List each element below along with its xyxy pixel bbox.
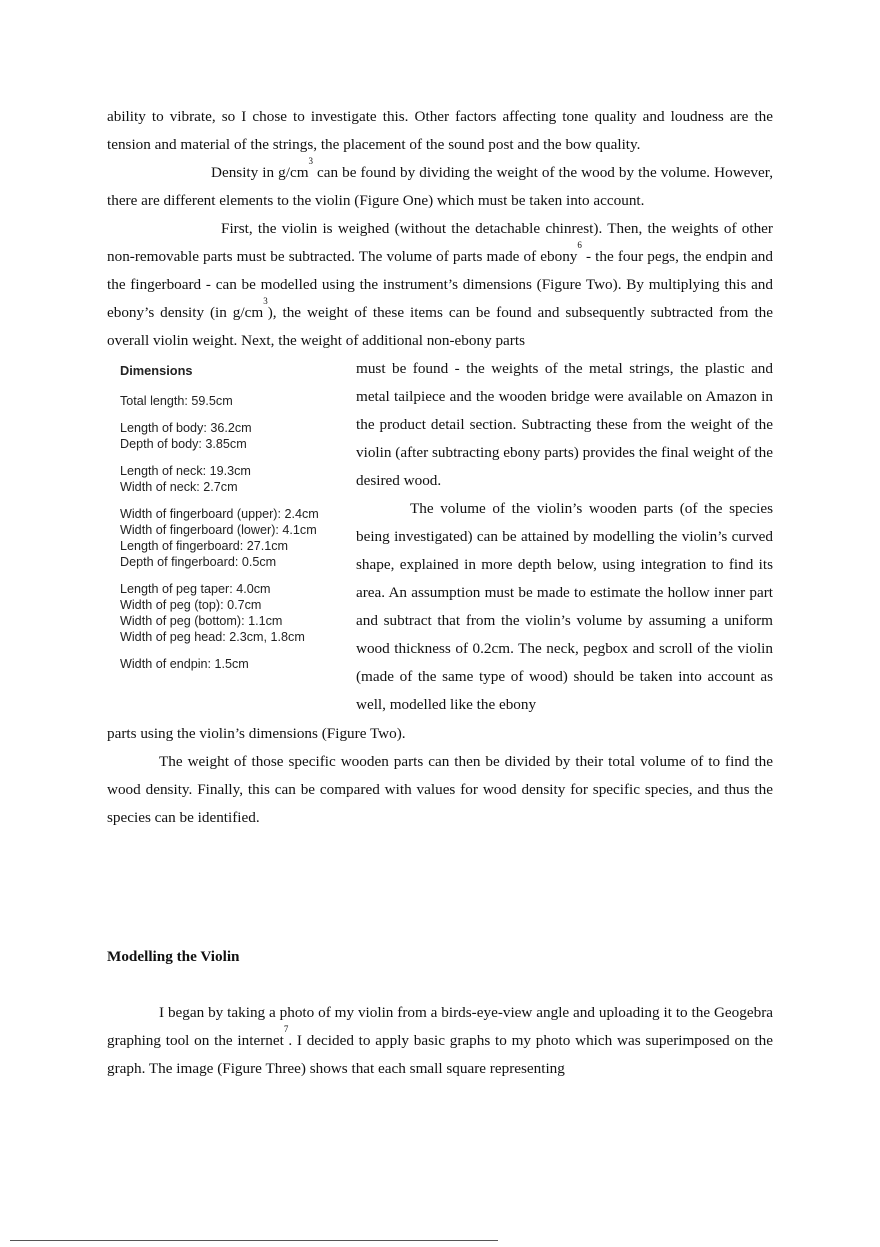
- dimensions-group-peg: [120, 581, 345, 645]
- paragraph-non-ebony-parts: must be found - the weights of the metal strings, the plastic and metal tailpiece and the wooden bridge were available on Amazon in the product detail section. Subtracting these from the weight of the violin (after subtracting ebony parts) provides the final weight of the desired wood.: [356, 360, 773, 489]
- dimension-fingerboard-upper: Width of fingerboard (upper): 2.4cm: [120, 507, 319, 521]
- paragraph-weighing: First, the violin is weighed (without the detachable chinrest). Then, the weights of other non-removable parts must be subtracted. The volume of parts made of ebony$^6$ - the four pegs, the endpin and the fingerboard - can be modelled using the instrument’s dimensions (Figure Two). By multiplying this and ebony’s density (in $g/cm^3$), the weight of these items can be found and subsequently subtracted from the overall violin weight. Next, the weight of additional non-ebony parts: [107, 220, 773, 349]
- dimension-peg-head: Width of peg head: 2.3cm, 1.8cm: [120, 630, 305, 644]
- paragraph-volume-modelling-end: parts using the violin’s dimensions (Figure Two).: [107, 725, 406, 742]
- dimension-peg-bottom: Width of peg (bottom): 1.1cm: [120, 614, 283, 628]
- paragraph-density: Density in $g/cm^3$ can be found by dividing the weight of the wood by the volume. However, there are different elements to the violin (Figure One) which must be taken into account.: [107, 156, 773, 209]
- footnote-ref-6: 6: [577, 240, 582, 250]
- section-heading: Modelling the Violin: [107, 948, 240, 965]
- paragraph-density-comparison: The weight of those specific wooden parts can then be divided by their total volume of to find the wood density. Finally, this can be compared with values for wood density for specific species, and thus the species can be identified.: [107, 753, 773, 826]
- footnote-separator: [10, 1240, 498, 1241]
- dimension-peg-taper: Length of peg taper: 4.0cm: [120, 582, 271, 596]
- dimensions-group-body: [120, 420, 345, 452]
- dimensions-title: Dimensions: [120, 363, 193, 378]
- dimensions-group-fingerboard: [120, 506, 345, 570]
- dimension-body-length: Length of body: 36.2cm: [120, 421, 252, 435]
- dimension-neck-width: Width of neck: 2.7cm: [120, 480, 238, 494]
- dimension-peg-top: Width of peg (top): 0.7cm: [120, 598, 262, 612]
- dimension-fingerboard-depth: Depth of fingerboard: 0.5cm: [120, 555, 277, 569]
- dimension-neck-length: Length of neck: 19.3cm: [120, 464, 251, 478]
- dimensions-group-endpin: [120, 656, 345, 672]
- dimension-total-length: Total length: 59.5cm: [120, 394, 233, 408]
- paragraph-tone-factors: ability to vibrate, so I chose to investigate this. Other factors affecting tone quality and loudness are the tension and material of the strings, the placement of the sound post and the bow quality.: [107, 108, 773, 153]
- dimension-fingerboard-length: Length of fingerboard: 27.1cm: [120, 539, 289, 553]
- dimensions-group-neck: [120, 463, 345, 495]
- dimensions-group-total: [120, 393, 345, 409]
- dimension-endpin: Width of endpin: 1.5cm: [120, 657, 249, 671]
- paragraph-geogebra: I began by taking a photo of my violin from a birds-eye-view angle and uploading it to the Geogebra graphing tool on the internet$^7$. I decided to apply basic graphs to my photo which was superimposed on the graph. The image (Figure Three) shows that each small square representing: [107, 1004, 774, 1077]
- dimensions-figure: [120, 362, 345, 683]
- dimension-body-depth: Depth of body: 3.85cm: [120, 437, 247, 451]
- dimension-fingerboard-lower: Width of fingerboard (lower): 4.1cm: [120, 523, 317, 537]
- paragraph-volume-modelling: The volume of the violin’s wooden parts (of the species being investigated) can be attained by modelling the violin’s curved shape, explained in more depth below, using integration to find its area. An assumption must be made to estimate the hollow inner part and subtract that from the violin’s volume by assuming a uniform wood thickness of 0.2cm. The neck, pegbox and scroll of the violin (made of the same type of wood) should be taken into account as well, modelled like the ebony: [356, 500, 773, 713]
- footnote-ref-7: 7: [283, 1024, 289, 1034]
